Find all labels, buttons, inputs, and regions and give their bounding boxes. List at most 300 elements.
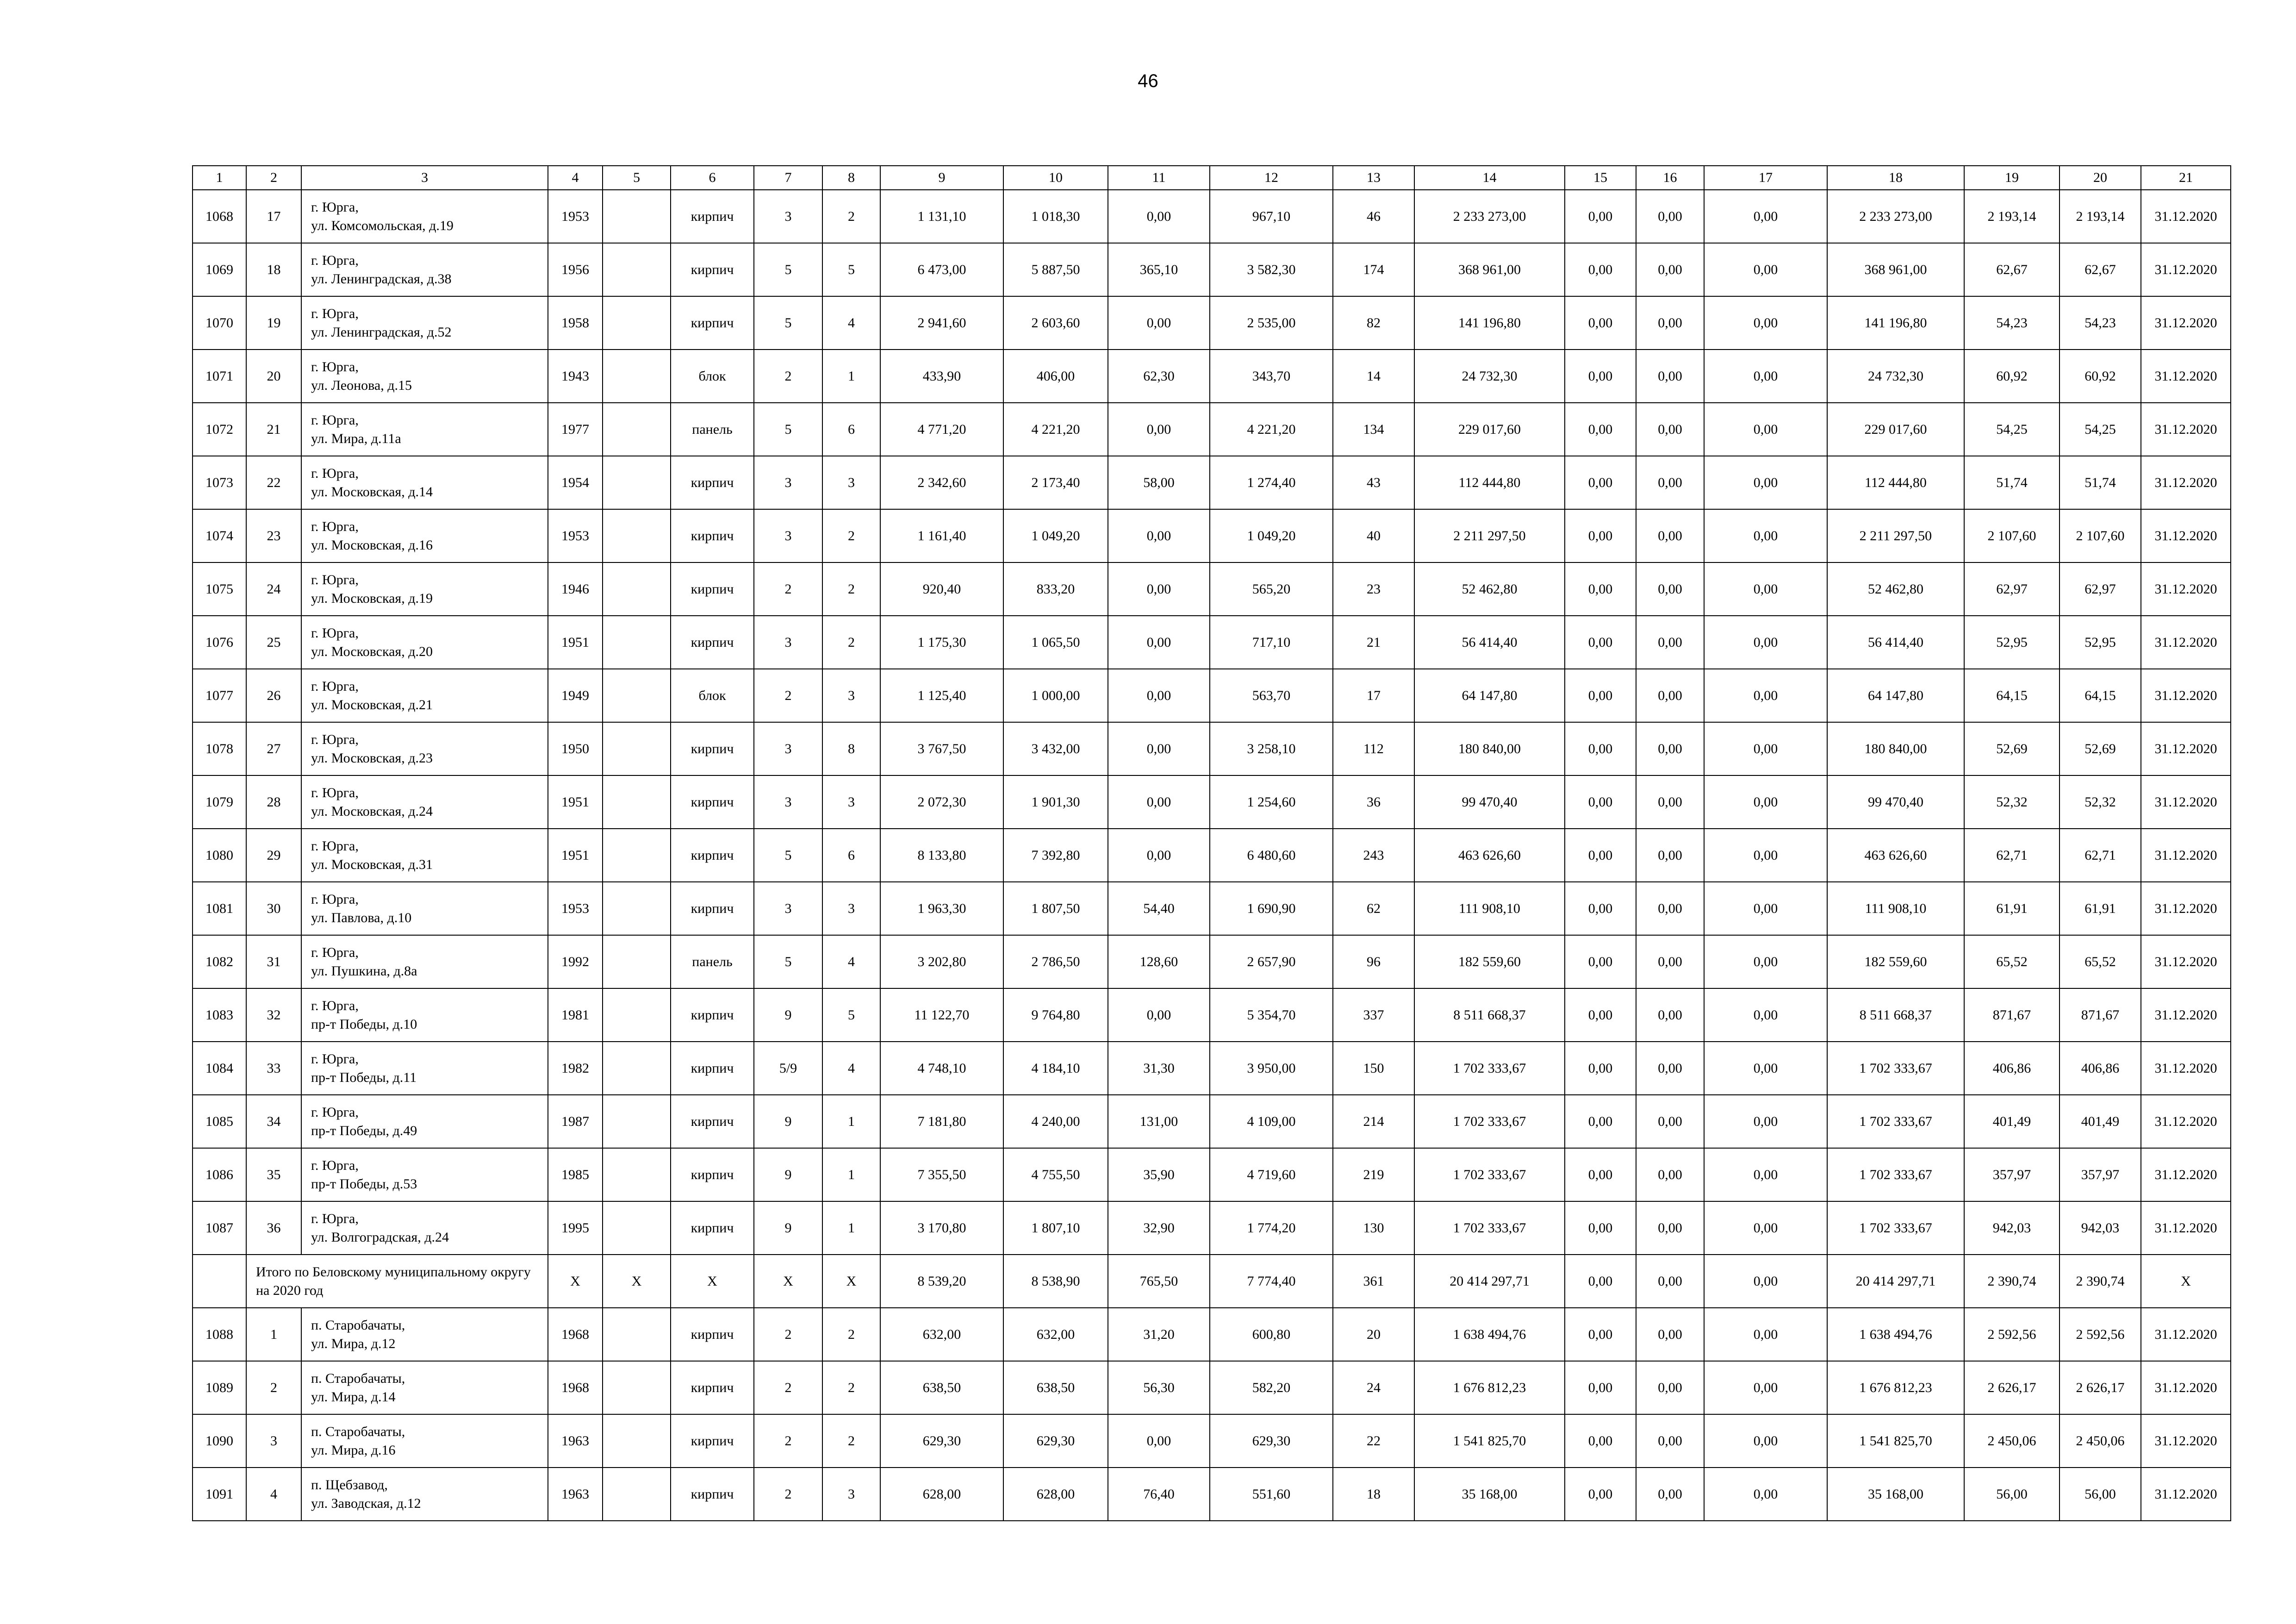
table-cell: 0,00 xyxy=(1108,403,1210,456)
column-number-cell: 21 xyxy=(2141,166,2231,190)
table-cell: 0,00 xyxy=(1636,190,1704,243)
table-cell: 0,00 xyxy=(1565,1095,1636,1148)
table-cell: 20 414 297,71 xyxy=(1827,1255,1964,1308)
table-cell xyxy=(603,296,671,350)
address-locality: г. Юрга, xyxy=(311,1104,359,1120)
table-cell: 0,00 xyxy=(1704,616,1827,669)
table-cell: 0,00 xyxy=(1704,1042,1827,1095)
table-row xyxy=(193,1095,2231,1148)
table-cell: 0,00 xyxy=(1636,882,1704,935)
address-cell xyxy=(301,935,548,988)
table-cell: 406,86 xyxy=(2060,1042,2141,1095)
table-cell: кирпич xyxy=(671,456,754,509)
table-cell: 40 xyxy=(1333,509,1414,562)
table-cell: 1069 xyxy=(193,243,246,296)
table-cell: 31 xyxy=(246,935,301,988)
table-cell: 1071 xyxy=(193,350,246,403)
table-cell: 3 xyxy=(754,509,822,562)
table-cell: 0,00 xyxy=(1565,669,1636,722)
table-cell: 3 xyxy=(754,616,822,669)
table-cell xyxy=(603,1468,671,1521)
table-row xyxy=(193,882,2231,935)
table-cell: 1 254,60 xyxy=(1210,775,1333,829)
table-cell: 0,00 xyxy=(1565,296,1636,350)
table-cell: 1943 xyxy=(548,350,603,403)
table-cell: 638,50 xyxy=(1003,1361,1108,1414)
table-cell: 52,69 xyxy=(1964,722,2060,775)
address-locality: г. Юрга, xyxy=(311,998,359,1013)
table-cell: 5/9 xyxy=(754,1042,822,1095)
table-cell: 0,00 xyxy=(1636,829,1704,882)
table-cell: 0,00 xyxy=(1565,509,1636,562)
table-cell: 0,00 xyxy=(1565,988,1636,1042)
table-cell: 2 592,56 xyxy=(2060,1308,2141,1361)
table-cell: 0,00 xyxy=(1565,935,1636,988)
table-cell: 1 774,20 xyxy=(1210,1201,1333,1255)
table-cell xyxy=(603,562,671,616)
table-cell: 628,00 xyxy=(880,1468,1003,1521)
table-cell: Х xyxy=(2141,1255,2231,1308)
table-cell: 1968 xyxy=(548,1361,603,1414)
table-cell: 52,32 xyxy=(2060,775,2141,829)
table-cell: 0,00 xyxy=(1108,190,1210,243)
address-cell xyxy=(301,456,548,509)
table-cell: 0,00 xyxy=(1636,296,1704,350)
table-cell: 8 xyxy=(822,722,880,775)
table-cell xyxy=(603,456,671,509)
table-cell: 833,20 xyxy=(1003,562,1108,616)
table-cell: 2 390,74 xyxy=(2060,1255,2141,1308)
address-street: ул. Московская, д.23 xyxy=(311,750,433,766)
table-cell: 0,00 xyxy=(1704,296,1827,350)
table-cell: 1977 xyxy=(548,403,603,456)
table-cell: 1950 xyxy=(548,722,603,775)
table-cell: 0,00 xyxy=(1636,1308,1704,1361)
table-cell: 1072 xyxy=(193,403,246,456)
table-row xyxy=(193,562,2231,616)
address-cell xyxy=(301,882,548,935)
table-cell: 9 xyxy=(754,1095,822,1148)
table-cell: 3 582,30 xyxy=(1210,243,1333,296)
column-number-cell: 17 xyxy=(1704,166,1827,190)
table-cell xyxy=(603,190,671,243)
table-cell: 1951 xyxy=(548,616,603,669)
table-cell: 942,03 xyxy=(1964,1201,2060,1255)
table-cell: кирпич xyxy=(671,829,754,882)
table-cell: 18 xyxy=(246,243,301,296)
table-cell: 1 065,50 xyxy=(1003,616,1108,669)
table-cell: 31.12.2020 xyxy=(2141,988,2231,1042)
table-cell: кирпич xyxy=(671,882,754,935)
table-cell: 35 168,00 xyxy=(1827,1468,1964,1521)
table-cell: 628,00 xyxy=(1003,1468,1108,1521)
table-cell: 31.12.2020 xyxy=(2141,243,2231,296)
table-cell: 2 450,06 xyxy=(2060,1414,2141,1468)
table-cell: 8 133,80 xyxy=(880,829,1003,882)
table-cell: 0,00 xyxy=(1704,509,1827,562)
table-cell: 368 961,00 xyxy=(1414,243,1565,296)
table-cell: кирпич xyxy=(671,1201,754,1255)
table-cell: 31.12.2020 xyxy=(2141,1148,2231,1201)
address-cell xyxy=(301,1361,548,1414)
address-locality: п. Старобачаты, xyxy=(311,1424,405,1439)
table-cell: 2 xyxy=(754,1308,822,1361)
table-cell: 2 072,30 xyxy=(880,775,1003,829)
table-cell: кирпич xyxy=(671,562,754,616)
table-cell: 24 732,30 xyxy=(1827,350,1964,403)
table-cell: 2 193,14 xyxy=(2060,190,2141,243)
table-cell: 3 xyxy=(822,1468,880,1521)
table-cell: кирпич xyxy=(671,1308,754,1361)
table-cell: 551,60 xyxy=(1210,1468,1333,1521)
table-cell: 1 018,30 xyxy=(1003,190,1108,243)
table-cell: Х xyxy=(671,1255,754,1308)
table-cell: 765,50 xyxy=(1108,1255,1210,1308)
table-cell: 1 161,40 xyxy=(880,509,1003,562)
table-cell: 1080 xyxy=(193,829,246,882)
table-cell: 9 xyxy=(754,988,822,1042)
table-cell: 1079 xyxy=(193,775,246,829)
table-cell: 180 840,00 xyxy=(1827,722,1964,775)
table-cell xyxy=(603,1361,671,1414)
table-cell: 0,00 xyxy=(1636,1414,1704,1468)
table-cell: 1076 xyxy=(193,616,246,669)
table-cell: 2 592,56 xyxy=(1964,1308,2060,1361)
table-cell: 131,00 xyxy=(1108,1095,1210,1148)
table-cell: 0,00 xyxy=(1108,669,1210,722)
table-cell: 2 107,60 xyxy=(1964,509,2060,562)
table-cell: 2 xyxy=(822,190,880,243)
table-cell xyxy=(603,829,671,882)
table-cell: 1982 xyxy=(548,1042,603,1095)
address-street: пр-т Победы, д.11 xyxy=(311,1069,417,1085)
table-cell: 214 xyxy=(1333,1095,1414,1148)
address-locality: г. Юрга, xyxy=(311,1211,359,1226)
table-cell: 23 xyxy=(246,509,301,562)
table-cell: 0,00 xyxy=(1704,1148,1827,1201)
table-cell xyxy=(603,1201,671,1255)
table-cell: 2 233 273,00 xyxy=(1827,190,1964,243)
table-cell xyxy=(193,1255,246,1308)
table-cell: 0,00 xyxy=(1565,1201,1636,1255)
table-cell: 717,10 xyxy=(1210,616,1333,669)
address-cell xyxy=(301,1148,548,1201)
table-cell: 64,15 xyxy=(1964,669,2060,722)
table-row xyxy=(193,988,2231,1042)
table-cell: 942,03 xyxy=(2060,1201,2141,1255)
table-cell: 1 xyxy=(822,1095,880,1148)
address-street: пр-т Победы, д.53 xyxy=(311,1176,417,1192)
table-cell: 43 xyxy=(1333,456,1414,509)
table-cell: 0,00 xyxy=(1108,775,1210,829)
table-cell: 64,15 xyxy=(2060,669,2141,722)
table-cell: 1087 xyxy=(193,1201,246,1255)
table-cell: 6 473,00 xyxy=(880,243,1003,296)
table-cell: 174 xyxy=(1333,243,1414,296)
table-cell: 1 xyxy=(822,1201,880,1255)
column-number-cell: 3 xyxy=(301,166,548,190)
table-cell: 31.12.2020 xyxy=(2141,1361,2231,1414)
table-cell: 31.12.2020 xyxy=(2141,935,2231,988)
address-cell xyxy=(301,296,548,350)
table-cell: 0,00 xyxy=(1636,1042,1704,1095)
table-cell: 0,00 xyxy=(1704,935,1827,988)
table-cell: 2 xyxy=(822,616,880,669)
table-cell: 24 xyxy=(246,562,301,616)
table-cell: 1949 xyxy=(548,669,603,722)
table-cell: 52,69 xyxy=(2060,722,2141,775)
table-cell: 1 807,50 xyxy=(1003,882,1108,935)
column-number-cell: 19 xyxy=(1964,166,2060,190)
table-cell: 6 xyxy=(822,829,880,882)
address-locality: п. Щебзавод, xyxy=(311,1477,388,1493)
table-cell: 0,00 xyxy=(1636,935,1704,988)
table-cell: 2 xyxy=(822,1414,880,1468)
table-cell: 1953 xyxy=(548,882,603,935)
table-cell: 219 xyxy=(1333,1148,1414,1201)
table-cell: 31.12.2020 xyxy=(2141,1308,2231,1361)
address-locality: г. Юрга, xyxy=(311,518,359,534)
address-locality: г. Юрга, xyxy=(311,1157,359,1173)
table-cell: кирпич xyxy=(671,1042,754,1095)
table-cell: 0,00 xyxy=(1565,1042,1636,1095)
table-cell: 1953 xyxy=(548,190,603,243)
column-number-cell: 11 xyxy=(1108,166,1210,190)
table-cell: 7 392,80 xyxy=(1003,829,1108,882)
table-cell: 141 196,80 xyxy=(1414,296,1565,350)
table-cell: 0,00 xyxy=(1704,456,1827,509)
table-cell: 76,40 xyxy=(1108,1468,1210,1521)
table-cell: 2 xyxy=(754,1414,822,1468)
table-cell: 1968 xyxy=(548,1308,603,1361)
table-cell: 0,00 xyxy=(1636,1468,1704,1521)
table-row xyxy=(193,935,2231,988)
address-street: ул. Московская, д.19 xyxy=(311,590,433,606)
table-cell: 0,00 xyxy=(1108,988,1210,1042)
table-cell: 62,30 xyxy=(1108,350,1210,403)
table-cell: 1951 xyxy=(548,829,603,882)
table-cell: 64 147,80 xyxy=(1414,669,1565,722)
address-cell xyxy=(301,243,548,296)
table-cell: 2 626,17 xyxy=(1964,1361,2060,1414)
address-locality: п. Старобачаты, xyxy=(311,1317,405,1333)
address-cell xyxy=(301,1414,548,1468)
table-cell xyxy=(603,1042,671,1095)
table-cell: 24 732,30 xyxy=(1414,350,1565,403)
address-locality: г. Юрга, xyxy=(311,731,359,747)
table-cell: 2 450,06 xyxy=(1964,1414,2060,1468)
table-cell: 0,00 xyxy=(1704,1308,1827,1361)
table-cell: 1088 xyxy=(193,1308,246,1361)
table-cell: 4 221,20 xyxy=(1210,403,1333,456)
address-locality: г. Юрга, xyxy=(311,465,359,481)
table-cell: блок xyxy=(671,350,754,403)
table-cell: 7 181,80 xyxy=(880,1095,1003,1148)
address-street: ул. Заводская, д.12 xyxy=(311,1495,421,1511)
address-locality: г. Юрга, xyxy=(311,252,359,268)
table-cell: 0,00 xyxy=(1704,1095,1827,1148)
table-cell: 0,00 xyxy=(1565,190,1636,243)
table-cell: Х xyxy=(603,1255,671,1308)
table-cell: 3 xyxy=(822,775,880,829)
table-cell: 5 xyxy=(754,243,822,296)
column-number-cell: 12 xyxy=(1210,166,1333,190)
address-locality: г. Юрга, xyxy=(311,625,359,641)
table-cell: 3 xyxy=(754,882,822,935)
table-cell: 2 173,40 xyxy=(1003,456,1108,509)
table-cell: 5 887,50 xyxy=(1003,243,1108,296)
address-street: ул. Мира, д.11а xyxy=(311,431,401,446)
table-row xyxy=(193,350,2231,403)
table-cell: 0,00 xyxy=(1108,829,1210,882)
table-cell: 0,00 xyxy=(1565,1468,1636,1521)
address-cell xyxy=(301,1308,548,1361)
table-cell: 112 444,80 xyxy=(1827,456,1964,509)
table-cell: 0,00 xyxy=(1704,1255,1827,1308)
table-cell: Х xyxy=(822,1255,880,1308)
table-cell: кирпич xyxy=(671,1414,754,1468)
table-cell: 60,92 xyxy=(1964,350,2060,403)
table-cell: 22 xyxy=(246,456,301,509)
table-row xyxy=(193,1148,2231,1201)
table-cell: 52 462,80 xyxy=(1414,562,1565,616)
table-cell: 1 702 333,67 xyxy=(1414,1042,1565,1095)
table-cell: 52 462,80 xyxy=(1827,562,1964,616)
table-cell: 2 626,17 xyxy=(2060,1361,2141,1414)
table-cell: 1 702 333,67 xyxy=(1414,1201,1565,1255)
table-cell: 2 xyxy=(754,1468,822,1521)
table-cell: 112 444,80 xyxy=(1414,456,1565,509)
table-cell: 62,67 xyxy=(1964,243,2060,296)
table-cell xyxy=(603,403,671,456)
table-cell: 401,49 xyxy=(2060,1095,2141,1148)
address-cell xyxy=(301,1201,548,1255)
column-number-cell: 5 xyxy=(603,166,671,190)
table-cell: 8 538,90 xyxy=(1003,1255,1108,1308)
address-street: ул. Московская, д.21 xyxy=(311,697,433,712)
table-cell: 1068 xyxy=(193,190,246,243)
table-cell: 54,40 xyxy=(1108,882,1210,935)
table-cell: 141 196,80 xyxy=(1827,296,1964,350)
table-cell: 2 xyxy=(822,1308,880,1361)
table-cell: 35 xyxy=(246,1148,301,1201)
table-cell: 1 676 812,23 xyxy=(1827,1361,1964,1414)
table-cell: 8 511 668,37 xyxy=(1827,988,1964,1042)
table-cell: 1 676 812,23 xyxy=(1414,1361,1565,1414)
address-locality: г. Юрга, xyxy=(311,944,359,960)
table-cell: 871,67 xyxy=(2060,988,2141,1042)
table-cell: 2 211 297,50 xyxy=(1414,509,1565,562)
table-cell: кирпич xyxy=(671,509,754,562)
table-cell: панель xyxy=(671,935,754,988)
table-cell: 0,00 xyxy=(1704,403,1827,456)
table-cell xyxy=(603,1308,671,1361)
table-cell: 0,00 xyxy=(1565,403,1636,456)
table-cell: 2 233 273,00 xyxy=(1414,190,1565,243)
table-cell: 638,50 xyxy=(880,1361,1003,1414)
table-cell: 9 764,80 xyxy=(1003,988,1108,1042)
table-cell: 21 xyxy=(246,403,301,456)
table-cell: 31.12.2020 xyxy=(2141,562,2231,616)
table-cell: 1091 xyxy=(193,1468,246,1521)
address-locality: г. Юрга, xyxy=(311,199,359,215)
table-cell: 0,00 xyxy=(1636,562,1704,616)
table-cell: 180 840,00 xyxy=(1414,722,1565,775)
table-row xyxy=(193,296,2231,350)
table-cell: 3 258,10 xyxy=(1210,722,1333,775)
table-cell: 99 470,40 xyxy=(1827,775,1964,829)
table-cell: 5 xyxy=(754,403,822,456)
table-row xyxy=(193,669,2231,722)
table-cell: 0,00 xyxy=(1636,988,1704,1042)
table-cell: 4 719,60 xyxy=(1210,1148,1333,1201)
table-cell: 0,00 xyxy=(1704,669,1827,722)
table-cell: 54,25 xyxy=(1964,403,2060,456)
table-cell: 62,71 xyxy=(2060,829,2141,882)
address-cell xyxy=(301,722,548,775)
table-cell: 0,00 xyxy=(1108,562,1210,616)
table-cell: 0,00 xyxy=(1565,722,1636,775)
table-cell: 31.12.2020 xyxy=(2141,403,2231,456)
table-cell: 9 xyxy=(754,1148,822,1201)
table-cell: 35 168,00 xyxy=(1414,1468,1565,1521)
table-cell: 0,00 xyxy=(1565,1414,1636,1468)
table-cell: 0,00 xyxy=(1108,1414,1210,1468)
address-cell xyxy=(301,669,548,722)
table-cell: 54,23 xyxy=(2060,296,2141,350)
table-cell: 31,30 xyxy=(1108,1042,1210,1095)
table-cell: 60,92 xyxy=(2060,350,2141,403)
table-cell: 1 690,90 xyxy=(1210,882,1333,935)
table-cell: 1073 xyxy=(193,456,246,509)
table-cell: 3 xyxy=(754,190,822,243)
table-cell: 32 xyxy=(246,988,301,1042)
address-street: ул. Московская, д.14 xyxy=(311,484,433,500)
table-cell: 1953 xyxy=(548,509,603,562)
table-row xyxy=(193,403,2231,456)
table-cell: 31.12.2020 xyxy=(2141,722,2231,775)
column-number-cell: 13 xyxy=(1333,166,1414,190)
table-cell: 0,00 xyxy=(1565,456,1636,509)
table-cell: 2 657,90 xyxy=(1210,935,1333,988)
table-cell: 1 638 494,76 xyxy=(1414,1308,1565,1361)
table-cell: 2 xyxy=(822,509,880,562)
column-number-cell: 9 xyxy=(880,166,1003,190)
table-cell xyxy=(603,775,671,829)
table-cell: 1 xyxy=(822,350,880,403)
table-cell: панель xyxy=(671,403,754,456)
column-number-row xyxy=(193,166,2231,190)
table-cell: 0,00 xyxy=(1636,403,1704,456)
table-cell: 62,71 xyxy=(1964,829,2060,882)
table-cell: 2 535,00 xyxy=(1210,296,1333,350)
table-row xyxy=(193,1414,2231,1468)
housing-table xyxy=(192,165,2231,1521)
table-cell: 3 950,00 xyxy=(1210,1042,1333,1095)
table-row xyxy=(193,509,2231,562)
table-cell: 56 414,40 xyxy=(1827,616,1964,669)
address-cell xyxy=(301,829,548,882)
table-cell: 20 xyxy=(246,350,301,403)
address-street: ул. Мира, д.14 xyxy=(311,1389,396,1405)
page-number: 46 xyxy=(1138,71,1158,91)
table-cell: 3 202,80 xyxy=(880,935,1003,988)
table-cell: 1 xyxy=(246,1308,301,1361)
table-cell: 2 xyxy=(754,562,822,616)
column-number-cell: 8 xyxy=(822,166,880,190)
table-cell: 31.12.2020 xyxy=(2141,1414,2231,1468)
table-cell: 1 125,40 xyxy=(880,669,1003,722)
